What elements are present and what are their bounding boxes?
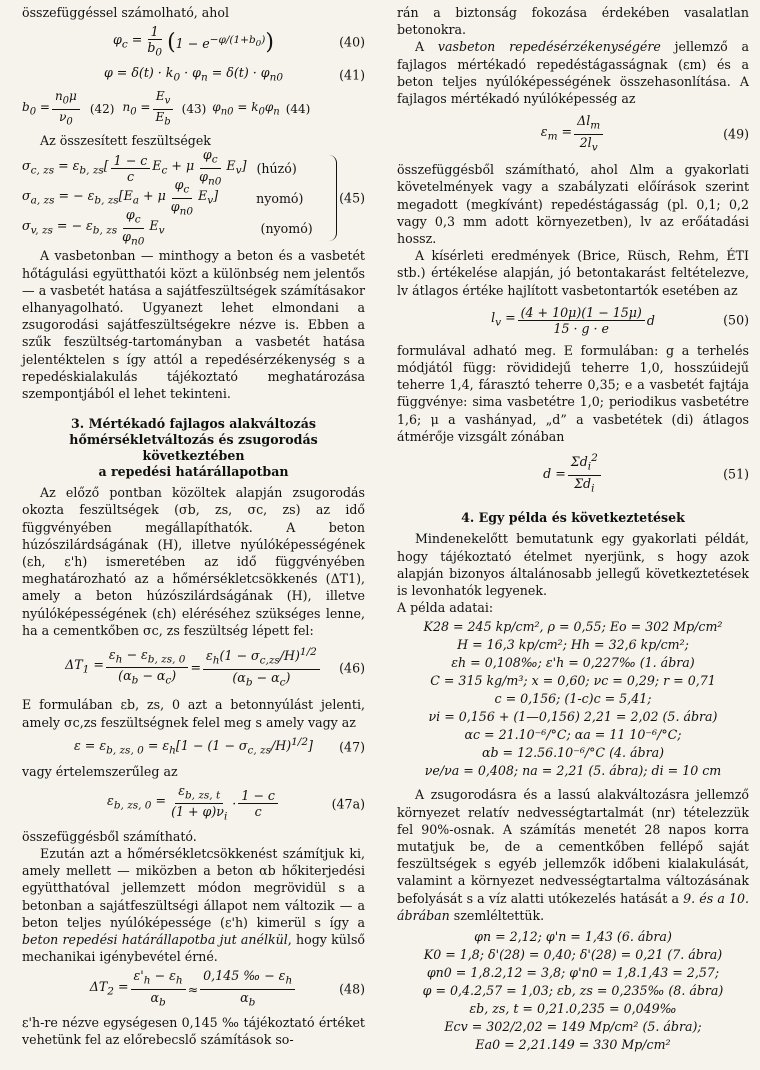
- paragraph-sensitivity: A vasbeton repedésérzékenységére jellemző a fajlagos mértékadó repedéstágasságnak (εm) és a beton teljes nyúlóképességének összehasonlítása. A fajlagos mértékadó nyúlóképesség az: [397, 39, 749, 107]
- equation-number: (50): [723, 312, 749, 328]
- equation-48: $\Delta T_2$ = $\frac{\varepsilon'_h - \varepsilon_h}{\alpha_b}$ ≈ $\frac{0,145 ‰ - \varepsilon_h}{\alpha_b}$ (48): [89, 968, 365, 1009]
- equation-40: $\varphi_c$ = $\frac{1}{b_0}$ ( $1 - e^{-\varphi/(1+b_0)}$ ) (40): [113, 24, 365, 59]
- data-line: αb = 12.56.10⁻⁶/°C (4. ábra): [481, 745, 665, 761]
- equation-number: (45): [339, 190, 365, 206]
- equation-number: (47): [339, 739, 365, 755]
- equation-number: (51): [723, 466, 749, 482]
- right-column: [397, 4, 749, 1054]
- eq45-row3: $\sigma_{v, zs}$ = − $\varepsilon_{b, zs}$ $\frac{\varphi_c}{\varphi_{n0}}$ $E_v$ (nyomó): [22, 207, 313, 248]
- data-line: K28 = 245 kp/cm², ρ = 0,55; Eo = 302 Mp/cm²: [423, 619, 723, 635]
- intro-text: összefüggéssel számolható, ahol: [22, 5, 230, 20]
- data-intro: A példa adatai:: [397, 600, 494, 616]
- calculation-lines: [397, 928, 749, 1054]
- section-heading-3: 3. Mértékadó fajlagos alakváltozás hőmérsékletváltozás és zsugorodás következtében a repedési határállapotban: [69, 416, 318, 480]
- data-line: νi = 0,156 + (1—0,156) 2,21 = 2,02 (5. ábra): [428, 709, 718, 725]
- calc-line: K0 = 1,8; δ'(28) = 0,40; δ'(28) = 0,21 (7. ábra): [423, 946, 723, 962]
- paragraph-experiments: A kísérleti eredmények (Brice, Rüsch, Rehm, ÉTI stb.) értékelése alapján, jó betontakarást feltételezve, lv átlagos értéke hajlított vasbetontartók esetében az: [397, 248, 749, 298]
- calc-line: Ea0 = 2,21.149 = 330 Mp/cm²: [475, 1036, 671, 1052]
- eq45-row1: $\sigma_{c, zs} = \varepsilon_{b, zs}$[ $\frac{1 - c}{c}$ $E_c + \mu$ $\frac{\varphi_c}{\varphi_{n0}}$ $E_v$] (húzó): [22, 147, 297, 188]
- equation-45: [22, 147, 365, 248]
- paragraph-computable: összefüggésből számítható.: [22, 828, 197, 844]
- equation-49: $\varepsilon_m$ = $\frac{\Delta l_m}{2l_v}$ (49): [540, 113, 749, 154]
- paragraph-temperature: Ezután azt a hőmérsékletcsökkenést számítjuk ki, amely mellett — miközben a beton αb hőkiterjedési együtthatóval jellemzett módon megrövidül s a betonban a sajátfeszültségi állapot nem változik — a beton teljes nyúlóképessége (ε'h) kimerül s így a beton repedési határállapotba jut anélkül, hogy külső mechanikai igénybevétel érné.: [22, 846, 365, 965]
- data-line: c = 0,156; (1-c)c = 5,41;: [494, 691, 652, 707]
- data-line: H = 16,3 kp/cm²; Hh = 32,6 kp/cm²;: [457, 637, 689, 653]
- data-line: C = 315 kg/m³; x = 0,60; νc = 0,29; r = 0,71: [430, 673, 716, 689]
- equation-number: (40): [339, 34, 365, 50]
- paragraph-continued: rán a biztonság fokozása érdekében vasalatlan betonokra.: [397, 5, 749, 38]
- equation-50: $l_v$ = $\frac{(4 + 10\mu)(1 - 15\mu)}{15 \cdot g \cdot e}$ d (50): [491, 304, 749, 336]
- curly-brace: [328, 155, 337, 241]
- data-line: εh = 0,108‰; ε'h = 0,227‰ (1. ábra): [451, 655, 695, 671]
- paragraph-formula-g: formulával adható meg. E formulában: g a terhelés módjától függ: rövididejű teherre 1,0, hosszúidejű teherre 1,4, fárasztó teherre 0,35; e a vasbetét fajtája függvénye: sima vasbetétre 1,0; periodikus vasbetétre 1,6; μ a vashányad, „d” a vasbetétek (di) átlagos átmérője vizsgált zónában: [397, 342, 749, 444]
- equation-number: (48): [339, 981, 365, 997]
- paragraph-example: Mindenekelőtt bemutatunk egy gyakorlati példát, hogy tájékoztató ételmet nyerjünk, s hogy azok alapján bizonyos általánosabb jellegű következtetések is levonhatók legyenek.: [397, 531, 749, 598]
- paragraph-humidity: A zsugorodásra és a lassú alakváltozásra jellemző környezet relatív nedvességtartalmát (nr) tételezzük fel 90%-osnak. A számítás menetét 28 napos korra mutatjuk be, de a cementkőben fellépő saját feszültségek s egyéb jellemzők időbeni kialakulását, valamint a környezet nedvességtartalma változásának befolyását s a víz alatti utókezelés hatását a 9. és a 10. ábrában szemléltettük.: [397, 787, 749, 923]
- paragraph-vasbeton: A vasbetonban — minthogy a beton és a vasbetét hőtágulási együtthatói közt a különbség nem jelentős — a vasbetét hatása a sajátfeszültségek számításakor elhanyagolható. Ugyanezt lehet elmondani a zsugorodási sajátfeszültségekre nézve is. Ebben a szűk feszültség-tartományban a vasbetét hatása jelentéktelen s így attól a repedésérzékenység s a repedéskialakulás tájékoztató meghatározása szempontjából el lehet tekinteni.: [22, 248, 365, 402]
- left-column: [22, 4, 365, 1048]
- paragraph-crack-width: összefüggésből számítható, ahol Δlm a gyakorlati követelmények vagy a szabályzati előírások szerint megadott (megkívánt) repedéstágasság (pl. 0,1; 0,2 vagy 0,3 mm adott környezetben), lv az erőátadási hossz.: [397, 162, 749, 247]
- equation-number: (41): [339, 67, 365, 83]
- data-line: αc = 21.10⁻⁶/°C; αa = 11 10⁻⁶/°C;: [464, 727, 682, 743]
- equation-number: (49): [723, 126, 749, 142]
- eq45-row2: $\sigma_{a, zs}$ = − $\varepsilon_{b, zs}[E_a + \mu$ $\frac{\varphi_c}{\varphi_{n0}}$ $E_v$] nyomó): [22, 177, 304, 218]
- data-line: νe/νa = 0,408; na = 2,21 (5. ábra); di = 10 cm: [424, 763, 722, 779]
- sum-intro: Az összesített feszültségek: [40, 133, 211, 149]
- equation-47: $\varepsilon = \varepsilon_{b, zs, 0} = \varepsilon_h[1 - (1 - \sigma_{c, zs}/H)^{1/2}]$ (47): [74, 735, 365, 757]
- calc-line: φ = 0,4.2,57 = 1,03; εb, zs = 0,235‰ (8. ábra): [422, 982, 724, 998]
- section-heading-4: 4. Egy példa és következtetések: [461, 510, 685, 526]
- equation-46: $\Delta T_1$ = $\frac{\varepsilon_h - \varepsilon_{b, zs, 0}}{(\alpha_b - \alpha_c)}$ = $\frac{\varepsilon_h(1 - \sigma_{c,zs}/H)^{1/2}}{(\alpha_b - \alpha_c)}$ (46): [65, 646, 365, 689]
- equation-47a: $\varepsilon_{b, zs, 0}$ = $\frac{\varepsilon_{b, zs, t}}{(1 + \varphi)\nu_i}$ · $\frac{1 - c}{c}$ (47a): [107, 782, 365, 823]
- calc-line: Ecv = 302/2,02 = 149 Mp/cm² (5. ábra);: [444, 1018, 702, 1034]
- equation-number: (46): [339, 660, 365, 676]
- paragraph-formula: E formulában εb, zs, 0 azt a betonnyúlást jelenti, amely σc,zs feszültségnek felel meg s amely vagy az: [22, 697, 365, 730]
- calc-line: φn = 2,12; φ'n = 1,43 (6. ábra): [474, 928, 672, 944]
- equation-51: d = $\frac{\Sigma d_i^2}{\Sigma d_i}$ (51): [543, 452, 749, 495]
- paragraph-estimate: ε'h-re nézve egységesen 0,145 ‰ tájékoztató értéket vehetünk fel az előrebecslő számítások so-: [22, 1014, 365, 1047]
- calc-line: φn0 = 1,8.2,12 = 3,8; φ'n0 = 1,8.1,43 = 2,57;: [426, 964, 720, 980]
- calc-line: εb, zs, t = 0,21.0,235 = 0,049‰: [469, 1000, 677, 1016]
- paragraph-zsugorodas: Az előző pontban közöltek alapján zsugorodás okozta feszültségek (σb, zs, σc, zs) az idő függvényében megállapíthatók. A beton húzószilárdságának (H), illetve nyúlóképességének (εh, ε'h) ismeretében az idő függvényében meghatározható az a hőmérsékletcsökkenés (ΔT1), amely a beton húzószilárdságának (H), illetve nyúlóképességének (εh) eléréséhez szükséges lenne, ha a cementkőben σc, zs feszültség lépett fel:: [22, 485, 365, 638]
- equation-42-44: $b_0$ = $\frac{n_0\mu}{\nu_0}$ (42) $n_0$ = $\frac{E_v}{E_b}$ (43) $\varphi_{n0} = k_0\varphi_n$ (44): [22, 89, 311, 128]
- equation-number: (47a): [331, 796, 365, 812]
- paragraph-or: vagy értelemszerűleg az: [22, 763, 178, 779]
- equation-41: $\varphi = \delta(t) \cdot k_0 \cdot \varphi_n = \delta(t) \cdot \varphi_{n0}$ (41): [103, 64, 365, 84]
- example-data: [397, 618, 749, 780]
